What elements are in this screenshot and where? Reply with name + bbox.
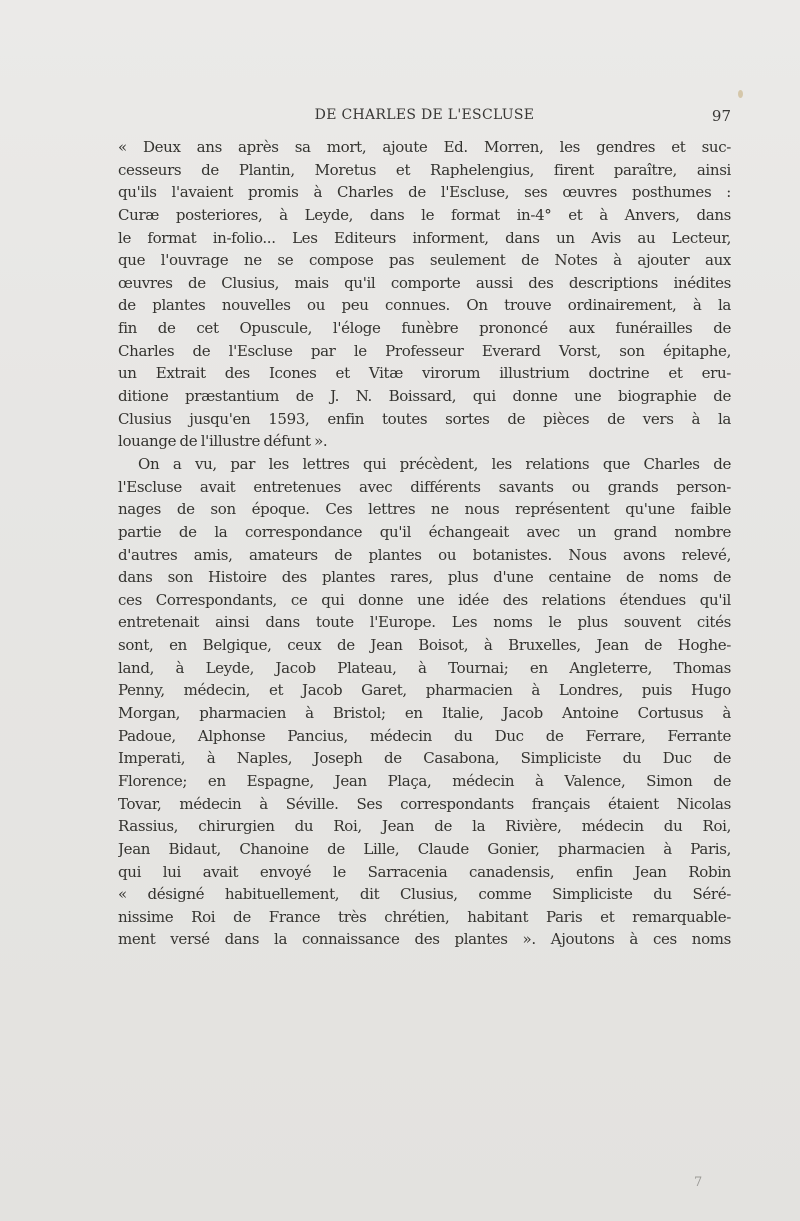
text-line: dans son Histoire des plantes rares, plus d'une centaine de noms de — [118, 568, 731, 587]
text-line: Morgan, pharmacien à Bristol; en Italie, Jacob Antoine Cortusus à — [118, 704, 731, 723]
text-line: que l'ouvrage ne se compose pas seulement de Notes à ajouter aux — [118, 251, 731, 270]
text-line: « désigné habituellement, dit Clusius, comme Simpliciste du Séré- — [118, 885, 731, 904]
running-title: DE CHARLES DE L'ESCLUSE — [314, 107, 535, 123]
text-line: fin de cet Opuscule, l'éloge funèbre prononcé aux funérailles de — [118, 319, 731, 338]
text-line: œuvres de Clusius, mais qu'il comporte aussi des descriptions inédites — [118, 273, 731, 292]
text-line: land, à Leyde, Jacob Plateau, à Tournai; en Angleterre, Thomas — [118, 658, 731, 677]
text-line: ment versé dans la connaissance des plantes ». Ajoutons à ces noms — [118, 930, 731, 949]
text-line: Imperati, à Naples, Joseph de Casabona, Simpliciste du Duc de — [118, 749, 731, 768]
text-line: un Extrait des Icones et Vitæ virorum illustrium doctrine et eru- — [118, 364, 731, 383]
text-line: sont, en Belgique, ceux de Jean Boisot, à Bruxelles, Jean de Hoghe- — [118, 636, 731, 655]
text-line: ces Correspondants, ce qui donne une idée des relations étendues qu'il — [118, 590, 731, 609]
text-line: Rassius, chirurgien du Roi, Jean de la Rivière, médecin du Roi, — [118, 817, 731, 836]
text-line: nages de son époque. Ces lettres ne nous représentent qu'une faible — [118, 500, 731, 519]
text-line: Padoue, Alphonse Pancius, médecin du Duc de Ferrare, Ferrante — [118, 726, 731, 745]
page-number: 97 — [711, 107, 731, 125]
text-line: Clusius jusqu'en 1593, enfin toutes sortes de pièces de vers à la — [118, 409, 731, 428]
text-line: qu'ils l'avaient promis à Charles de l'Escluse, ses œuvres posthumes : — [118, 183, 731, 202]
text-line: le format in-folio... Les Editeurs informent, dans un Avis au Lecteur, — [118, 228, 731, 247]
text-line: de plantes nouvelles ou peu connues. On trouve ordinairement, à la — [118, 296, 731, 315]
page-header — [118, 107, 731, 125]
text-line: « Deux ans après sa mort, ajoute Ed. Morren, les gendres et suc- — [118, 138, 731, 156]
text-line: l'Escluse avait entretenues avec différents savants ou grands person- — [118, 477, 731, 496]
text-line: partie de la correspondance qu'il échangeait avec un grand nombre — [118, 522, 731, 541]
text-line: Jean Bidaut, Chanoine de Lille, Claude Gonier, pharmacien à Paris, — [118, 839, 731, 858]
text-line: louange de l'illustre défunt ». — [118, 432, 328, 451]
text-line: Curæ posteriores, à Leyde, dans le format in-4° et à Anvers, dans — [118, 205, 731, 224]
text-line: Penny, médecin, et Jacob Garet, pharmacien à Londres, puis Hugo — [118, 681, 731, 700]
paragraph — [118, 453, 731, 951]
text-line: Charles de l'Escluse par le Professeur Everard Vorst, son épitaphe, — [118, 341, 731, 360]
paragraph — [118, 136, 731, 453]
text-line: d'autres amis, amateurs de plantes ou botanistes. Nous avons relevé, — [118, 545, 731, 564]
signature-mark: 7 — [694, 1175, 703, 1190]
text-line: qui lui avait envoyé le Sarracenia canadensis, enfin Jean Robin — [118, 862, 731, 881]
text-line: ditione præstantium de J. N. Boissard, qui donne une biographie de — [118, 387, 731, 406]
text-line: cesseurs de Plantin, Moretus et Raphelengius, firent paraître, ainsi — [118, 160, 731, 179]
text-line: Tovar, médecin à Séville. Ses correspondants français étaient Nicolas — [118, 794, 731, 813]
text-line: entretenait ainsi dans toute l'Europe. Les noms le plus souvent cités — [118, 613, 731, 632]
text-line: On a vu, par les lettres qui précèdent, les relations que Charles de — [138, 454, 731, 473]
paper-stain — [738, 90, 743, 98]
text-line: Florence; en Espagne, Jean Plaça, médecin à Valence, Simon de — [118, 771, 731, 790]
text-line: nissime Roi de France très chrétien, habitant Paris et remarquable- — [118, 907, 731, 926]
body-text — [118, 136, 731, 951]
